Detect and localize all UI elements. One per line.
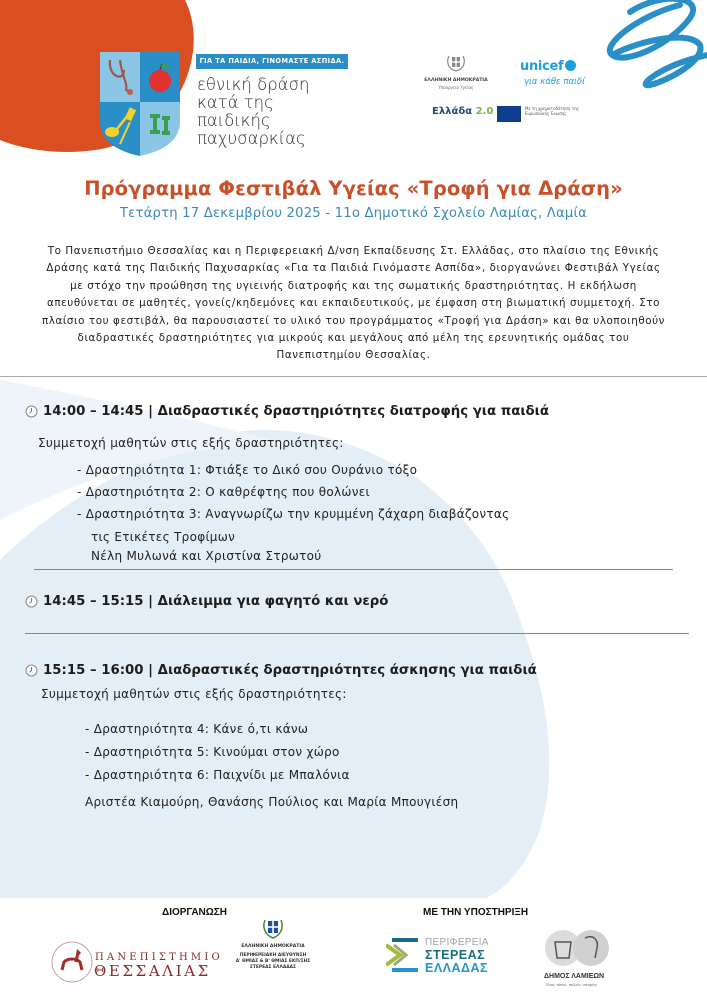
activity-item: - Δραστηριότητα 2: Ο καθρέφτης που θολώνει: [77, 485, 370, 499]
session-heading: [25, 404, 549, 419]
directorate-name: [226, 953, 320, 972]
blue-swirl: [610, 0, 707, 85]
activity-item: - Δραστηριότητα 1: Φτιάξε το Δικό σου Ουράνιο τόξο: [77, 463, 418, 477]
hellenic-republic-label: ΕΛΛΗΝΙΚΗ ΔΗΜΟΚΡΑΤΙΑ: [424, 78, 488, 83]
university-seal-icon: [50, 940, 94, 984]
campaign-tagline: ΓΙΑ ΤΑ ΠΑΙΔΙΑ, ΓΙΝΟΜΑΣΤΕ ΑΣΠΙΔΑ.: [196, 54, 348, 69]
greece-2-0-version: 2.0: [475, 106, 494, 117]
facilitators: Νέλη Μυλωνά και Χριστίνα Στρωτού: [91, 549, 322, 563]
session-intro: Συμμετοχή μαθητών στις εξής δραστηριότητες:: [41, 687, 347, 701]
greek-emblem-icon: [446, 54, 466, 72]
eu-flag-icon: [497, 106, 521, 122]
municipality-logo-icon: [541, 928, 613, 968]
region-name-line3: ΕΛΛΑΔΑΣ: [425, 961, 489, 975]
session-heading-text: 14:00 – 14:45 | Διαδραστικές δραστηριότητες διατροφής για παιδιά: [43, 404, 549, 419]
divider: [34, 569, 673, 570]
municipality-name: ΔΗΜΟΣ ΛΑΜΙΕΩΝ: [544, 973, 605, 980]
support-label: ΜΕ ΤΗΝ ΥΠΟΣΤΗΡΙΞΗ: [423, 907, 529, 918]
campaign-name-line: παχυσαρκίας: [197, 129, 306, 148]
facilitators: Αριστέα Κιαμούρη, Θανάσης Πούλιος και Μαρία Μπουγιέση: [85, 795, 459, 809]
session-heading: [25, 594, 388, 609]
campaign-name-line: εθνική δράση: [197, 75, 310, 94]
directorate-line: Α' ΘΜΙΑΣ & Β' ΘΜΙΑΣ ΕΚΠ/ΣΗΣ: [235, 959, 311, 965]
clock-icon: [25, 405, 38, 418]
clock-icon: [25, 664, 38, 677]
unicef-slogan: για κάθε παιδί: [524, 77, 585, 87]
activity-item: - Δραστηριότητα 5: Κινούμαι στον χώρο: [85, 745, 340, 759]
session-heading: [25, 663, 537, 678]
municipality-slogan: Ένας τόπος, πολλές ιστορίες: [546, 983, 598, 987]
directorate-republic-label: ΕΛΛΗΝΙΚΗ ΔΗΜΟΚΡΑΤΙΑ: [241, 944, 305, 949]
intro-paragraph: Το Πανεπιστήμιο Θεσσαλίας και η Περιφερειακή Δ/νση Εκπαίδευσης Στ. Ελλάδας, στο πλαίσιο της Εθνικής Δράσης κατά της Παιδικής Παχυσαρκίας «Για τα Παιδιά Γινόμαστε Ασπίδα», διοργανώνει Φεστιβάλ Υγείας με στόχο την προώθηση της υγιεινής διατροφής και της σωματικής δραστηριότητας. Η εκδήλωση απευθύνεται σε μαθητές, γονείς/κηδεμόνες και εκπαιδευτικούς, με έμφαση στη βιωματική συμμετοχή. Στο πλαίσιο του φεστιβάλ, θα παρουσιαστεί το υλικό του προγράμματος «Τροφή για Δράση» και θα υλοποιηθούν διαδραστικές δραστηριότητες για μικρούς και μεγάλους από μέλη της ερευνητικής ομάδας του Πανεπιστημίου Θεσσαλίας.: [41, 245, 666, 362]
region-name-line2: ΣΤΕΡΕΑΣ: [425, 948, 486, 962]
activity-item: - Δραστηριότητα 4: Κάνε ό,τι κάνω: [85, 722, 309, 736]
divider: [25, 633, 689, 634]
unicef-wordmark: unicef: [520, 59, 564, 74]
activity-continuation: τις Ετικέτες Τροφίμων: [91, 530, 236, 544]
clock-icon: [25, 595, 38, 608]
university-name-line2: ΘΕΣΣΑΛΙΑΣ: [94, 962, 211, 980]
region-sigma-icon: [386, 937, 420, 973]
campaign-name: [197, 76, 309, 148]
directorate-line: ΣΤΕΡΕΑΣ ΕΛΛΑΔΑΣ: [249, 965, 297, 971]
unicef-logo: [520, 59, 576, 74]
directorate-line: ΠΕΡΙΦΕΡΕΙΑΚΗ ΔΙΕΥΘΥΝΣΗ: [239, 953, 307, 958]
session-heading-text: 14:45 – 15:15 | Διάλειμμα για φαγητό και νερό: [43, 594, 389, 609]
divider: [0, 376, 707, 377]
page-title: Πρόγραμμα Φεστιβάλ Υγείας «Τροφή για Δράση»: [84, 177, 623, 200]
activity-item: - Δραστηριότητα 6: Παιχνίδι με Μπαλόνια: [85, 768, 350, 782]
unicef-globe-icon: [565, 60, 576, 71]
university-name-line1: ΠΑΝΕΠΙΣΤΗΜΙΟ: [95, 952, 223, 963]
greece-2-0-logo: [432, 106, 493, 117]
organizers-label: ΔΙΟΡΓΑΝΩΣΗ: [162, 907, 228, 918]
greece-2-0-word: Ελλάδα: [432, 106, 473, 117]
greek-emblem-icon: [262, 917, 284, 939]
apple-icon: [149, 70, 171, 92]
activity-item: - Δραστηριότητα 3: Αναγνωρίζω την κρυμμένη ζάχαρη διαβάζοντας: [77, 507, 510, 521]
ministry-of-health-label: Υπουργείο Υγείας: [438, 85, 474, 90]
national-action-shield-logo: [100, 52, 180, 156]
session-heading-text: 15:15 – 16:00 | Διαδραστικές δραστηριότητες άσκησης για παιδιά: [43, 663, 537, 678]
session-intro: Συμμετοχή μαθητών στις εξής δραστηριότητες:: [38, 436, 344, 450]
campaign-name-line: κατά της: [197, 93, 274, 112]
event-date-location: Τετάρτη 17 Δεκεμβρίου 2025 - 11ο Δημοτικό Σχολείο Λαμίας, Λαμία: [119, 206, 588, 221]
eu-funding-text: Με τη χρηματοδότηση της Ευρωπαϊκής Ένωσης: [525, 106, 579, 116]
region-name-line1: ΠΕΡΙΦΕΡΕΙΑ: [425, 937, 489, 948]
campaign-name-line: παιδικής: [197, 111, 271, 130]
